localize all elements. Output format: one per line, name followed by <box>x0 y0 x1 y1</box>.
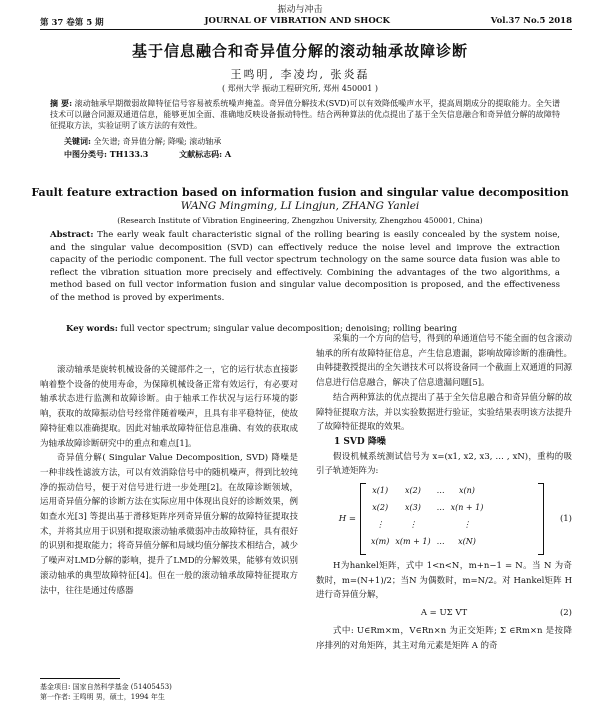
body-paragraph: 结合两种算法的优点提出了基于全矢信息融合和奇异值分解的故障特征提取方法，并以实验数据进行验证，实验结果表明该方法提升了故障特征提取的效果。 <box>316 392 572 433</box>
matrix-cell: x(2) <box>405 486 421 496</box>
matrix-cell: x(2) <box>372 503 389 513</box>
volume-cn: 第 37 卷第 5 期 <box>40 18 104 28</box>
clc-number: 中图分类号: TH133.3 <box>64 149 149 159</box>
body-paragraph: 滚动轴承是旋转机械设备的关键部件之一，它的运行状态直接影响着整个设备的使用寿命，为保障机械设备正常有效运行，有必要对轴承状态进行监测和故障诊断。由于轴承工作状况与运行环境的影响，获取的故障振动信号经常伴随着噪声，且具有非平稳特征，使故障特征难以准确提取。因此对轴承故障特征信息准确、有效的获取成为轴承故障诊断研究中的重点和难点[1]。 <box>40 365 298 449</box>
matrix-cell: … <box>436 537 445 547</box>
running-header <box>40 16 572 28</box>
matrix-cell: x(N) <box>458 537 476 547</box>
section-heading: 1 SVD 降噪 <box>334 436 386 447</box>
matrix-left-bracket <box>360 483 366 555</box>
keywords-cn <box>64 136 560 147</box>
keywords-en-label: Key words: <box>66 324 118 334</box>
affiliation-cn: ( 郑州大学 振动工程研究所, 郑州 450001 ) <box>221 84 379 93</box>
abstract-en <box>50 229 560 305</box>
matrix-cell: x(1) <box>372 486 389 496</box>
footnote-rule <box>40 678 120 679</box>
keywords-cn-label: 关键词: <box>64 136 91 146</box>
matrix-cell: x(m + 1) <box>395 537 431 547</box>
authors-cn: 王鸣明, 李凌均, 张炎磊 <box>230 68 370 81</box>
matrix-lhs: H = <box>338 513 356 524</box>
body-column-left <box>40 363 298 598</box>
keywords-cn-text: 全矢谱; 奇异值分解; 降噪; 滚动轴承 <box>93 137 222 146</box>
abstract-cn-text: 滚动轴承早期微弱故障特征信号容易被系统噪声掩盖。奇异值分解技术(SVD)可以有效降低噪声水平，提高周期成分的提取能力。全矢谱技术可以融合同源双通道信息，能够更加全面、准确地反映设备振动特性。结合两种算法的优点提出了基于全矢信息融合和奇异值分解的故障特征提取方法，实验证明了该方法的有效性。 <box>50 99 560 130</box>
matrix-cell: ⋮ <box>376 520 385 530</box>
matrix-right-bracket <box>538 483 544 555</box>
paper-title-en: Fault feature extraction based on information fusion and singular value decomposition <box>31 186 569 199</box>
equation-1 <box>316 481 572 557</box>
matrix-table <box>368 483 486 551</box>
body-paragraph: 采集的一个方向的信号，得到的单通道信号不能全面的包含滚动轴承的所有故障特征信息，产生信息遗漏，影响故障诊断的准确性。由韩捷教授提出的全矢谱技术可以将设备同一个截面上双通道的同源信息进行信息融合，解决了信息遗漏问题[5]。 <box>316 334 572 389</box>
matrix-cell: … <box>436 503 445 513</box>
body-paragraph: 奇异值分解( Singular Value Decomposition, SVD) 降噪是一种非线性滤波方法，可以有效消除信号中的随机噪声，得到比较纯净的振动信号，便于对信号进行进一步处理[2]。在故障诊断领域，运用奇异值分解的诊断方法在实际应用中体现出良好的诊断效果，例如查水光[3] 等提出基于滑移矩阵序列奇异值分解的故障特征提取技术，并将其应用于识别和提取滚动轴承微弱冲击故障特征，具有很好的识别和提取能力；将奇异值分解和局域均值分解技术相结合，减少了噪声对LMD分解的影响，提升了LMD的分解效果，能够有效识别滚动轴承的典型故障特征[4]。但在一般的滚动轴承故障特征提取方法中，往往是通过传感器 <box>40 453 298 596</box>
equation-number: (1) <box>559 513 572 524</box>
journal-name-cn: 振动与冲击 <box>277 5 323 15</box>
footnote-fund: 基金项目: 国家自然科学基金 (51405453) <box>40 683 172 691</box>
body-paragraph: 假设机械系统测试信号为 x=(x1, x2, x3, … , xN)，重构的吸引子轨迹矩阵为: <box>316 451 572 477</box>
matrix-cell: x(n) <box>459 486 475 496</box>
matrix-cell: … <box>436 486 445 496</box>
journal-name-en: JOURNAL OF VIBRATION AND SHOCK <box>204 16 390 26</box>
matrix-cell: ⋮ <box>462 520 471 530</box>
abstract-cn <box>50 98 560 131</box>
abstract-en-text: The early weak fault characteristic signal of the rolling bearing is easily concealed by the system noise, and the singular value decomposition (SVD) can effectively reduce the noise level and improve the extraction capacity of the periodic component. The full vector spectrum technology on the same source data fusion was able to reflect the vibration situation more precisely and effectively. Combining the advantages of the two algorithms, a method based on full vector information fusion and singular value decomposition is proposed, and the effectiveness of the method is proved by experiments. <box>50 230 560 303</box>
paper-title-cn: 基于信息融合和奇异值分解的滚动轴承故障诊断 <box>131 42 468 60</box>
footnote-author: 第一作者: 王鸣明 男，硕士，1994 年生 <box>40 693 165 701</box>
matrix-cell: x(n + 1) <box>450 503 484 513</box>
body-paragraph: 式中: U∈Rm×m，V∈Rn×n 为正交矩阵; Σ ∈Rm×n 是按降序排列的对角矩阵，其主对角元素是矩阵 A 的奇 <box>316 625 572 651</box>
equation-2 <box>316 606 572 621</box>
abstract-en-label: Abstract: <box>50 230 94 240</box>
affiliation-en: (Research Institute of Vibration Engineering, Zhengzhou University, Zhengzhou 450001, China) <box>117 216 483 225</box>
matrix-cell: x(m) <box>371 537 390 547</box>
matrix-cell: x(3) <box>405 503 421 513</box>
footnotes <box>40 682 298 702</box>
body-column-right <box>316 332 572 653</box>
keywords-en-text: full vector spectrum; singular value decomposition; denoising; rolling bearing <box>120 324 458 334</box>
abstract-cn-label: 摘 要: <box>50 98 73 108</box>
body-paragraph: H为hankel矩阵，式中 1<n<N，m+n−1 = N。当 N 为奇数时，m=(N+1)/2；当N 为偶数时，m=N/2。对 Hankel矩阵 H 进行奇异值分解， <box>316 561 572 601</box>
volume-en: Vol.37 No.5 2018 <box>490 16 572 26</box>
header-rule <box>40 29 572 30</box>
equation-number: (2) <box>559 608 572 619</box>
classification-cn <box>64 149 560 160</box>
hankel-matrix <box>360 483 544 555</box>
matrix-cell <box>434 517 448 534</box>
matrix-cell: ⋮ <box>408 520 417 530</box>
equation-text: A = UΣ VT <box>420 608 468 619</box>
document-code: 文献标志码: A <box>179 149 232 159</box>
authors-en: WANG Mingming, LI Lingjun, ZHANG Yanlei <box>180 200 420 212</box>
